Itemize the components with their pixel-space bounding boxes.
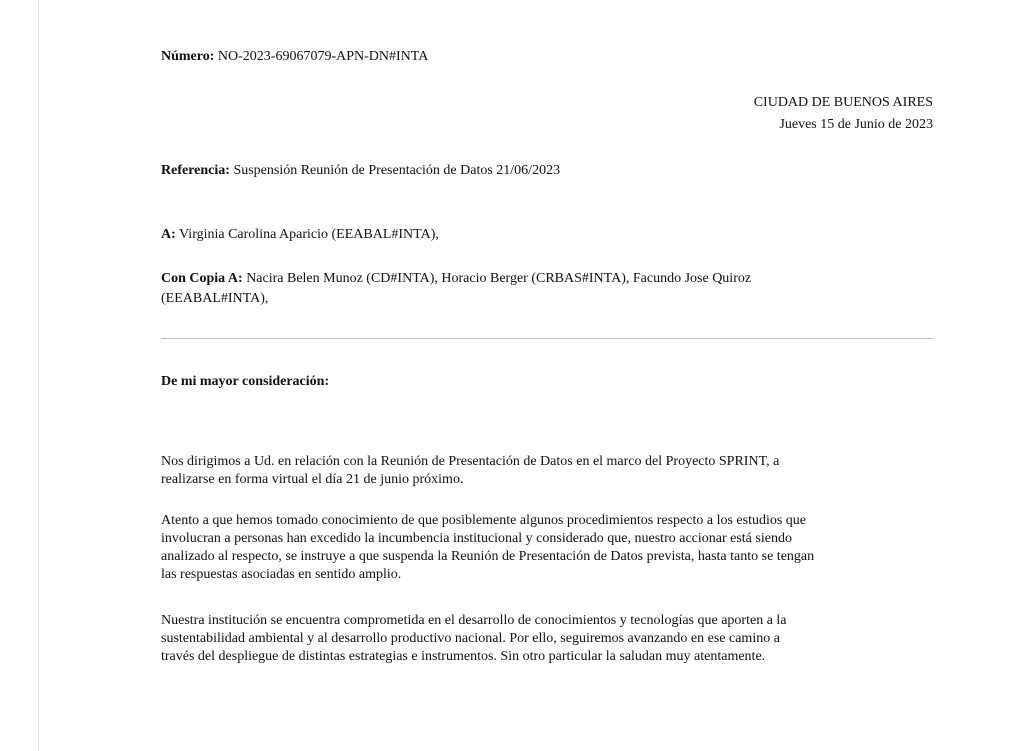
divider: [161, 338, 933, 339]
con-copia-label: Con Copia A:: [161, 271, 243, 286]
paragraph-line: las respuestas asociadas en sentido amplio.: [161, 567, 402, 582]
paragraph-3: [161, 612, 933, 666]
saludo: De mi mayor consideración:: [161, 374, 330, 389]
referencia-line: [161, 162, 560, 180]
numero-label: Número:: [161, 49, 215, 64]
page-edge-line: [38, 0, 39, 751]
numero-line: [161, 48, 428, 66]
numero-value: NO-2023-69067079-APN-DN#INTA: [217, 49, 429, 64]
paragraph-line: analizado al respecto, se instruye a que suspenda la Reunión de Presentación de Datos prevista, hasta tanto se tengan: [161, 549, 815, 564]
destinatario-value: Virginia Carolina Aparicio (EEABAL#INTA),: [179, 227, 439, 242]
paragraph-2: [161, 512, 933, 584]
destinatario-line: [161, 226, 439, 244]
place-date-block: [533, 94, 933, 134]
referencia-value: Suspensión Reunión de Presentación de Datos 21/06/2023: [233, 163, 561, 178]
date: Jueves 15 de Junio de 2023: [779, 117, 933, 132]
paragraph-line: sustentabilidad ambiental y al desarrollo productivo nacional. Por ello, seguiremos avanzando en ese camino a: [161, 631, 780, 646]
paragraph-line: Atento a que hemos tomado conocimiento de que posiblemente algunos procedimientos respecto a los estudios que: [161, 513, 807, 528]
paragraph-line: realizarse en forma virtual el día 21 de junio próximo.: [161, 472, 464, 487]
con-copia-line-2: [161, 290, 268, 308]
paragraph-line: través del despliegue de distintas estrategias e instrumentos. Sin otro particular la saludan muy atentamente.: [161, 649, 766, 664]
paragraph-line: Nuestra institución se encuentra comprometida en el desarrollo de conocimientos y tecnologías que aporten a la: [161, 613, 787, 628]
referencia-label: Referencia:: [161, 163, 230, 178]
destinatario-label: A:: [161, 227, 176, 242]
paragraph-1: [161, 453, 933, 489]
paragraph-line: Nos dirigimos a Ud. en relación con la Reunión de Presentación de Datos en el marco del Proyecto SPRINT, a: [161, 454, 780, 469]
city: CIUDAD DE BUENOS AIRES: [753, 95, 933, 110]
con-copia-value-2: (EEABAL#INTA),: [161, 291, 269, 306]
con-copia-line-1: [161, 270, 751, 288]
paragraph-line: involucran a personas han excedido la incumbencia institucional y considerado que, nuestro accionar está siendo: [161, 531, 792, 546]
con-copia-value-1: Nacira Belen Munoz (CD#INTA), Horacio Berger (CRBAS#INTA), Facundo Jose Quiroz: [246, 271, 752, 286]
